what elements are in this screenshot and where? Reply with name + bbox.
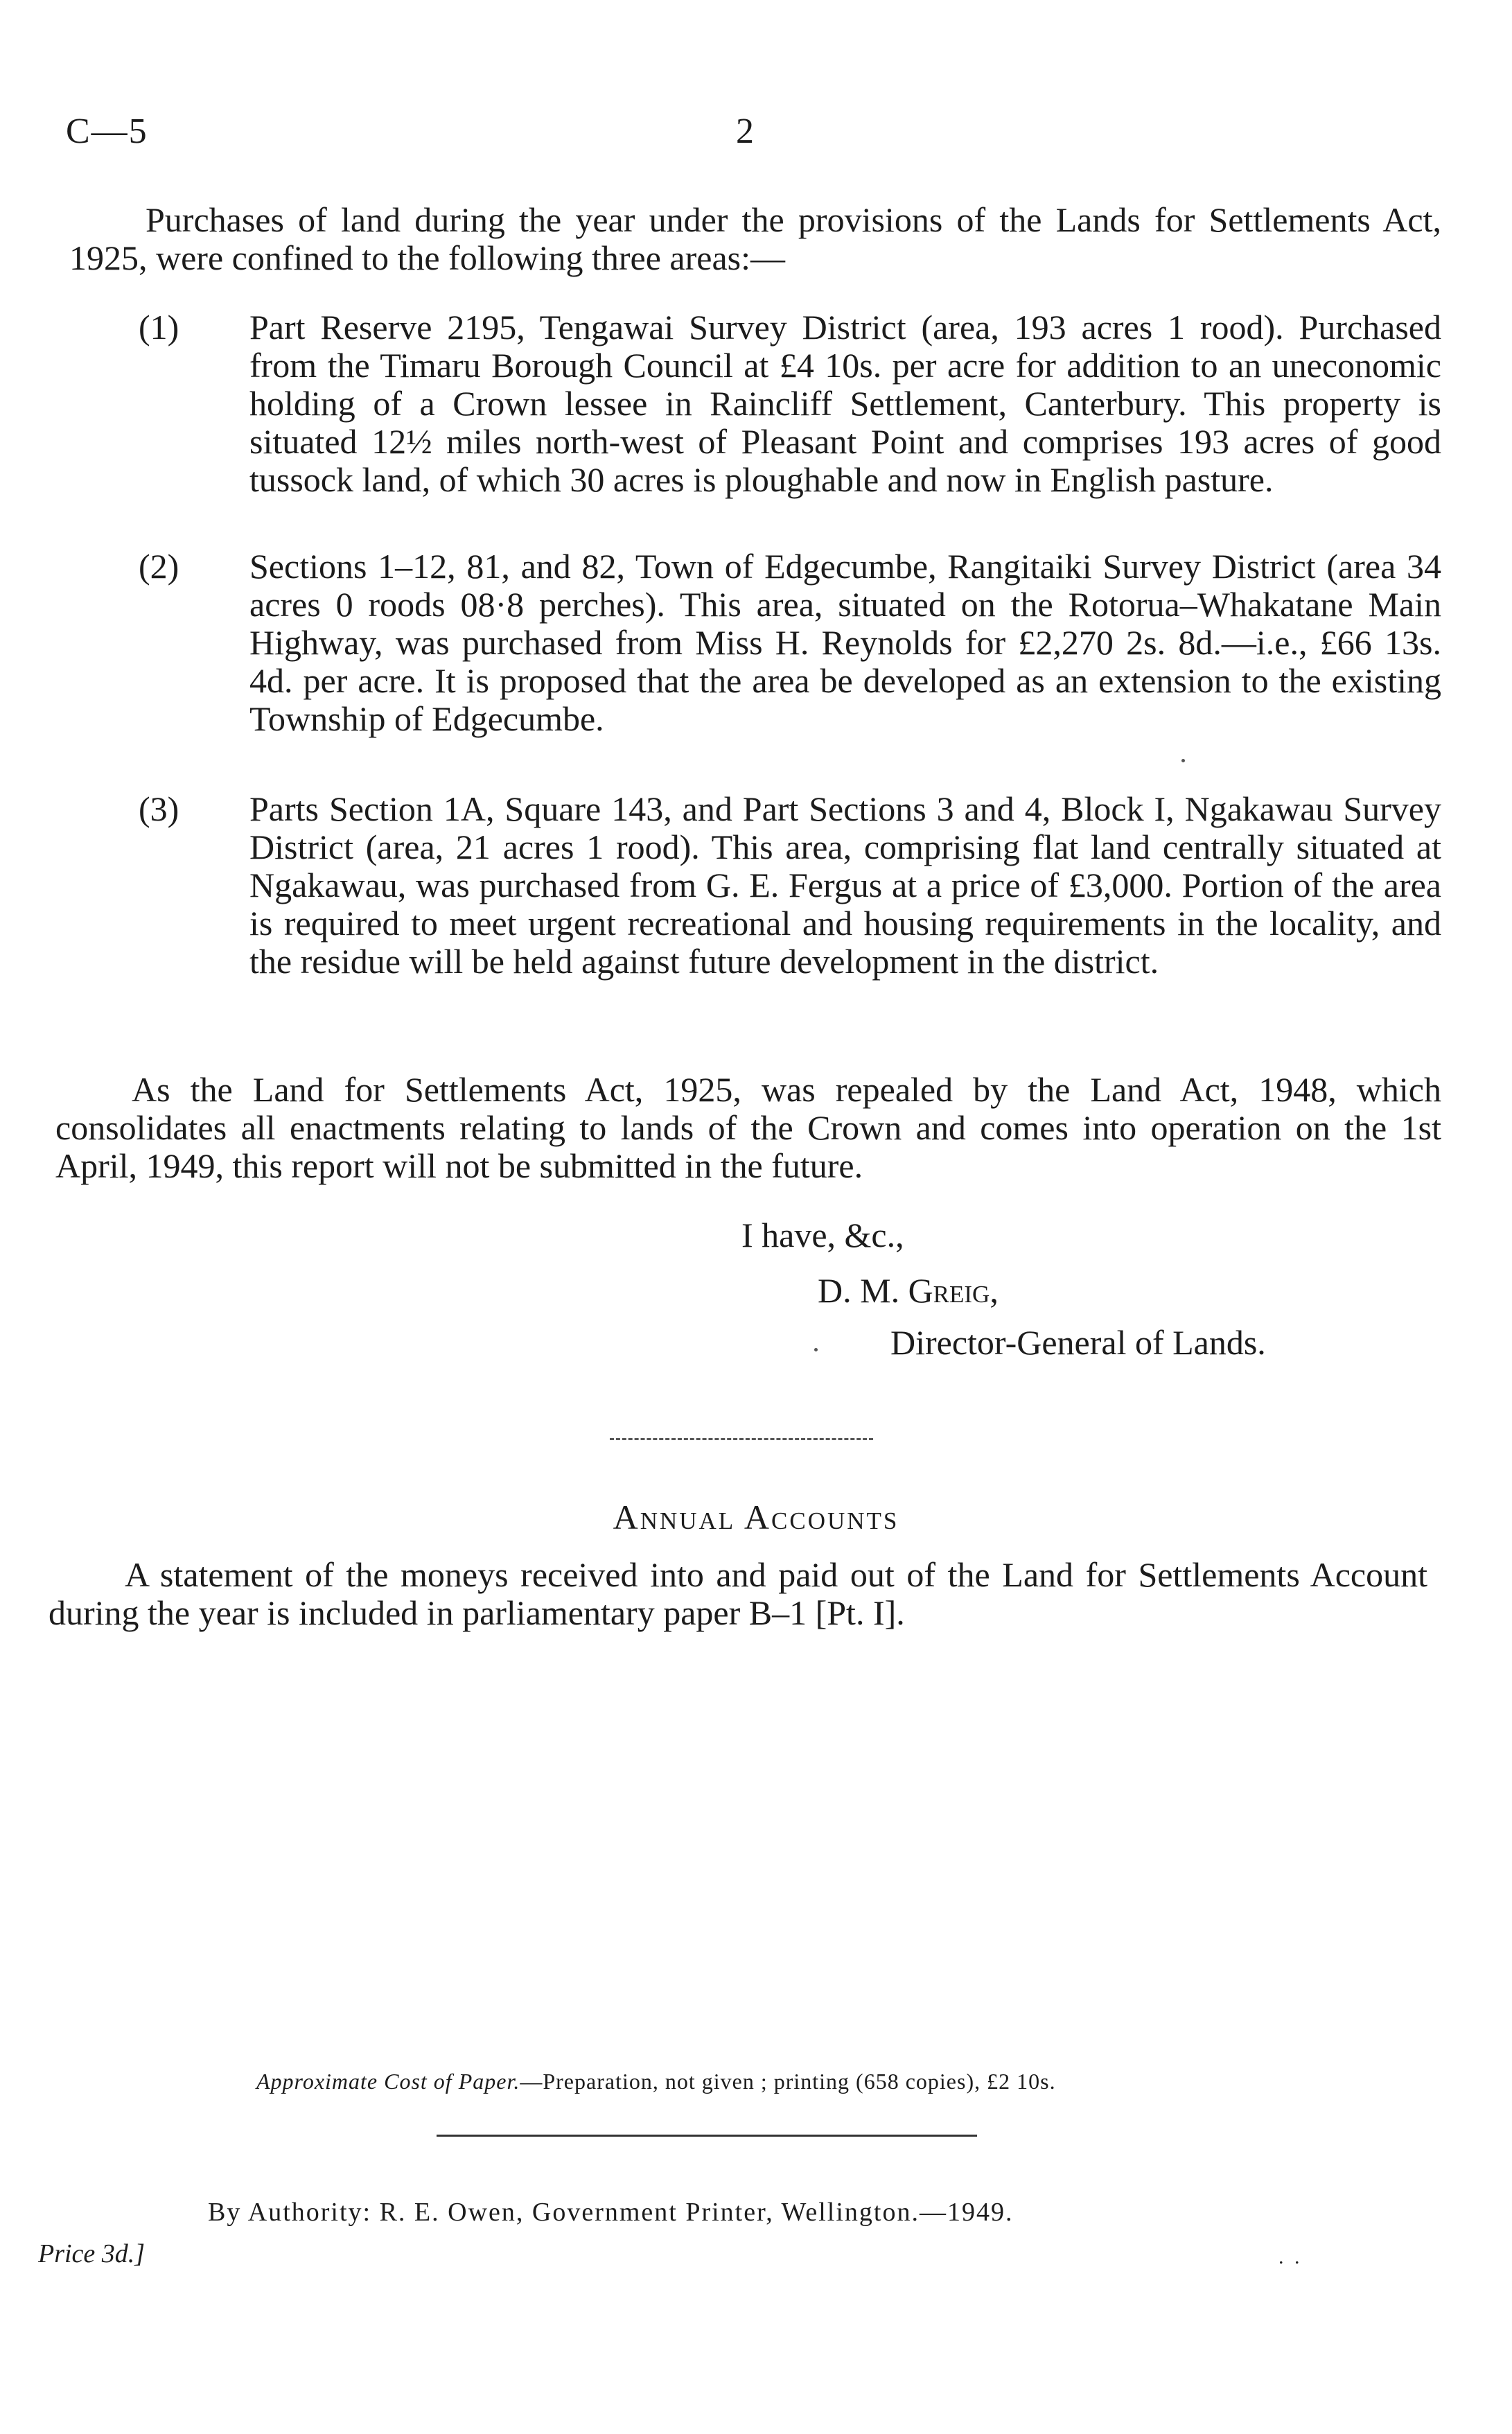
section-divider bbox=[610, 1438, 873, 1440]
signature-salutation: I have, &c., bbox=[741, 1216, 904, 1254]
cost-note-label: Approximate Cost of Paper. bbox=[256, 2069, 520, 2094]
item-text: Part Reserve 2195, Tengawai Survey District (area, 193 acres 1 rood). Purchased from the Timaru Borough Council at £4 10s. per acre for addition to an uneconomic holding of a Crown lessee in Raincliff Settlement, Canterbury. This property is situated 12½ miles north-west of Pleasant Point and comprises 193 acres of good tussock land, of which 30 acres is ploughable and now in English pasture. bbox=[249, 308, 1441, 499]
item-text: Parts Section 1A, Square 143, and Part Sections 3 and 4, Block I, Ngakawau Survey District (area, 21 acres 1 rood). This area, comprising flat land centrally situated at Ngakawau, was purchased from G. E. Fergus at a price of £3,000. Portion of the area is required to meet urgent recreational and housing requirements in the locality, and the residue will be held against future development in the district. bbox=[249, 789, 1441, 981]
stray-dot bbox=[1181, 759, 1185, 762]
list-item bbox=[139, 308, 1441, 499]
document-code: C—5 bbox=[66, 112, 148, 151]
printer-authority: By Authority: R. E. Owen, Government Printer, Wellington.—1949. bbox=[208, 2198, 1014, 2227]
item-number: (1) bbox=[139, 308, 179, 347]
cost-note bbox=[256, 2069, 1056, 2094]
accounts-paragraph: A statement of the moneys received into and paid out of the Land for Settlements Account during the year is included in parliamentary paper B–1 [Pt. I]. bbox=[49, 1555, 1427, 1632]
corner-mark: . . bbox=[1278, 2245, 1303, 2268]
item-text: Sections 1–12, 81, and 82, Town of Edgecumbe, Rangitaiki Survey District (area 34 acres 0 roods 08·8 perches). This area, situated on the Rotorua–Whakatane Main Highway, was purchased from Miss H. Reynolds for £2,270 2s. 8d.—i.e., £66 13s. 4d. per acre. It is proposed that the area be developed as an extension to the existing Township of Edgecumbe. bbox=[249, 547, 1441, 738]
section-heading: Annual Accounts bbox=[613, 1498, 899, 1536]
price-label: Price 3d.] bbox=[38, 2239, 146, 2268]
closing-paragraph: As the Land for Settlements Act, 1925, was repealed by the Land Act, 1948, which consolidates all enactments relating to lands of the Crown and comes into operation on the 1st April, 1949, this report will not be submitted in the future. bbox=[55, 1070, 1441, 1185]
signature-name: D. M. Greig, bbox=[818, 1271, 999, 1310]
footer-rule bbox=[437, 2135, 977, 2137]
list-item bbox=[139, 790, 1441, 981]
cost-note-text: —Preparation, not given ; printing (658 copies), £2 10s. bbox=[520, 2069, 1056, 2094]
item-number: (2) bbox=[139, 547, 179, 586]
item-number: (3) bbox=[139, 789, 179, 828]
intro-paragraph: Purchases of land during the year under the provisions of the Lands for Settlements Act, 1925, were confined to the following three areas:— bbox=[69, 200, 1441, 277]
page-number: 2 bbox=[736, 112, 754, 151]
list-item bbox=[139, 548, 1441, 738]
stray-dot bbox=[814, 1348, 818, 1351]
signature-title: Director-General of Lands. bbox=[890, 1323, 1266, 1362]
